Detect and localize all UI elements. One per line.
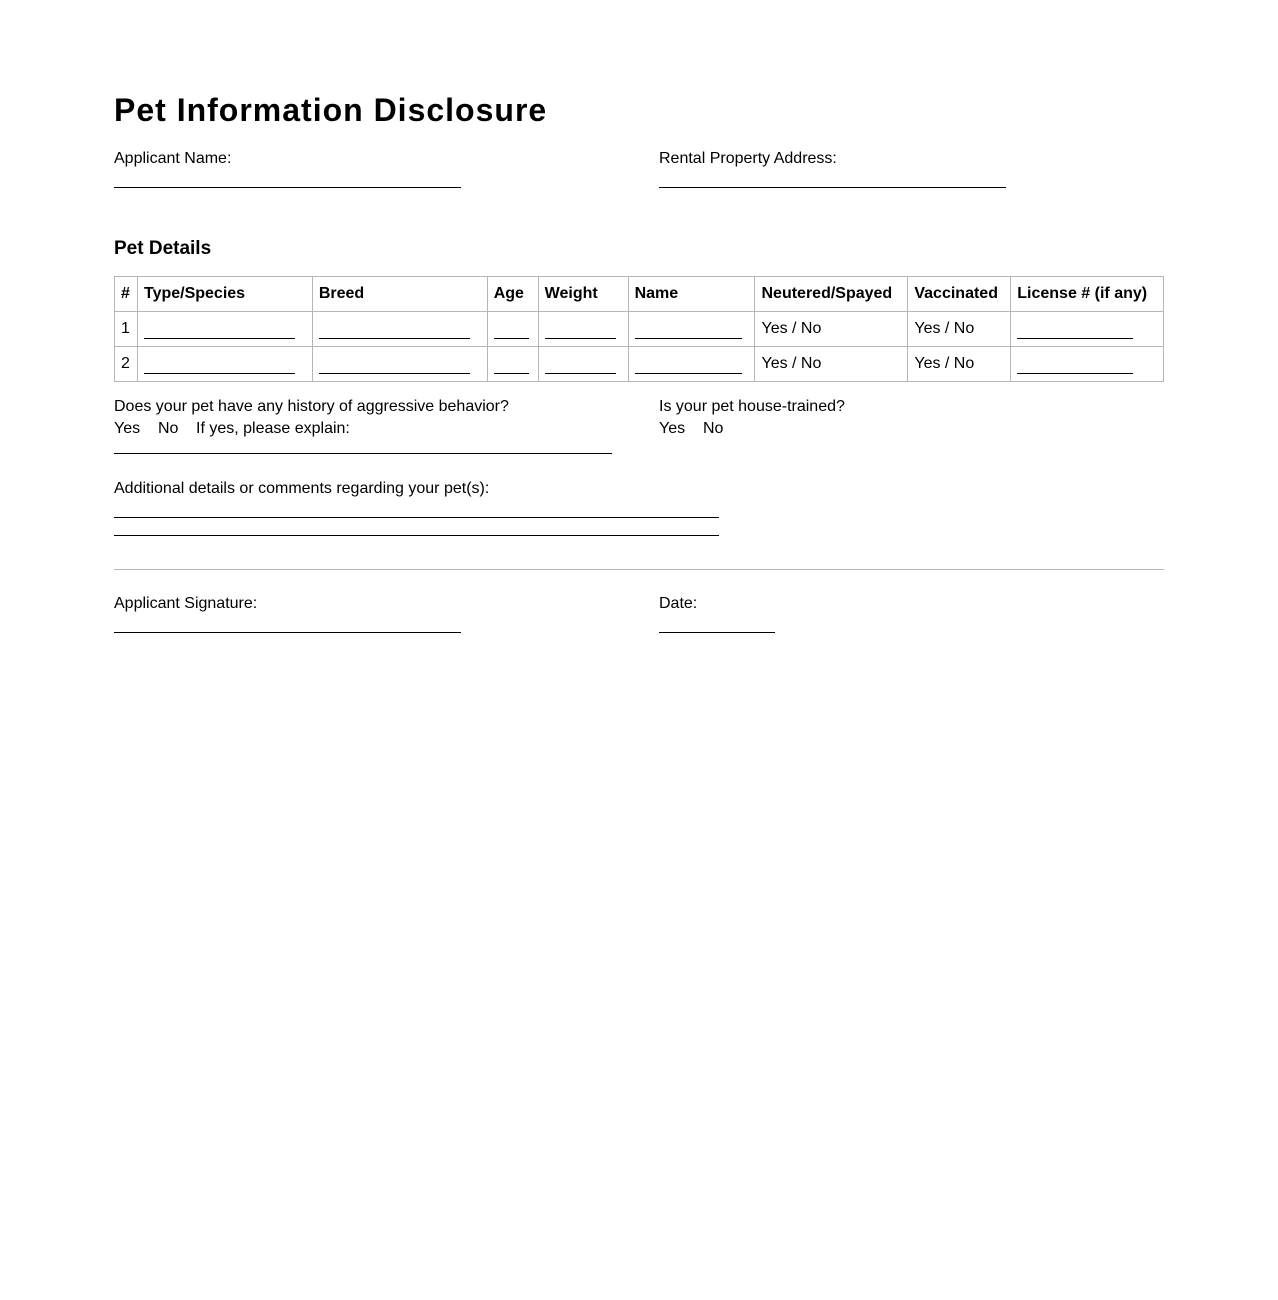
aggression-explain-label: If yes, please explain: (196, 420, 350, 437)
aggression-explain-field[interactable] (114, 453, 612, 454)
col-header-weight: Weight (538, 277, 628, 312)
rental-address-label: Rental Property Address: (659, 150, 837, 167)
col-header-breed: Breed (312, 277, 487, 312)
neutered-yes-no[interactable]: Yes / No (755, 312, 908, 347)
row-number: 2 (115, 347, 138, 382)
signature-field[interactable] (114, 632, 461, 633)
license-field[interactable] (1017, 359, 1133, 374)
name-field[interactable] (635, 359, 742, 374)
type-field[interactable] (144, 324, 295, 339)
applicant-name-label: Applicant Name: (114, 150, 232, 167)
page-title: Pet Information Disclosure (114, 92, 548, 128)
comments-line-1[interactable] (114, 517, 719, 518)
breed-field[interactable] (319, 359, 470, 374)
applicant-name-field[interactable] (114, 187, 461, 188)
table-row (115, 347, 1164, 382)
comments-line-2[interactable] (114, 535, 719, 536)
signature-label: Applicant Signature: (114, 595, 258, 612)
age-field[interactable] (494, 324, 529, 339)
pet-details-table (114, 276, 1164, 382)
aggression-question: Does your pet have any history of aggressive behavior? (114, 398, 509, 415)
rental-address-field[interactable] (659, 187, 1006, 188)
section-divider (114, 569, 1164, 570)
col-header-license: License # (if any) (1011, 277, 1164, 312)
house-trained-question: Is your pet house-trained? (659, 398, 845, 415)
col-header-name: Name (628, 277, 755, 312)
neutered-yes-no[interactable]: Yes / No (755, 347, 908, 382)
weight-field[interactable] (545, 324, 616, 339)
type-field[interactable] (144, 359, 295, 374)
col-header-neutered: Neutered/Spayed (755, 277, 908, 312)
comments-label: Additional details or comments regarding your pet(s): (114, 480, 490, 497)
col-header-vaccinated: Vaccinated (908, 277, 1011, 312)
col-header-type: Type/Species (137, 277, 312, 312)
breed-field[interactable] (319, 324, 470, 339)
house-trained-no-option[interactable]: No (703, 420, 724, 437)
date-label: Date: (659, 595, 698, 612)
date-field[interactable] (659, 632, 775, 633)
license-field[interactable] (1017, 324, 1133, 339)
name-field[interactable] (635, 324, 742, 339)
age-field[interactable] (494, 359, 529, 374)
row-number: 1 (115, 312, 138, 347)
col-header-age: Age (487, 277, 538, 312)
vaccinated-yes-no[interactable]: Yes / No (908, 312, 1011, 347)
table-row (115, 312, 1164, 347)
aggression-yes-option[interactable]: Yes (114, 420, 141, 437)
aggression-no-option[interactable]: No (158, 420, 179, 437)
weight-field[interactable] (545, 359, 616, 374)
col-header-number: # (115, 277, 138, 312)
vaccinated-yes-no[interactable]: Yes / No (908, 347, 1011, 382)
house-trained-yes-option[interactable]: Yes (659, 420, 686, 437)
pet-details-heading: Pet Details (114, 238, 212, 259)
table-header-row (115, 277, 1164, 312)
